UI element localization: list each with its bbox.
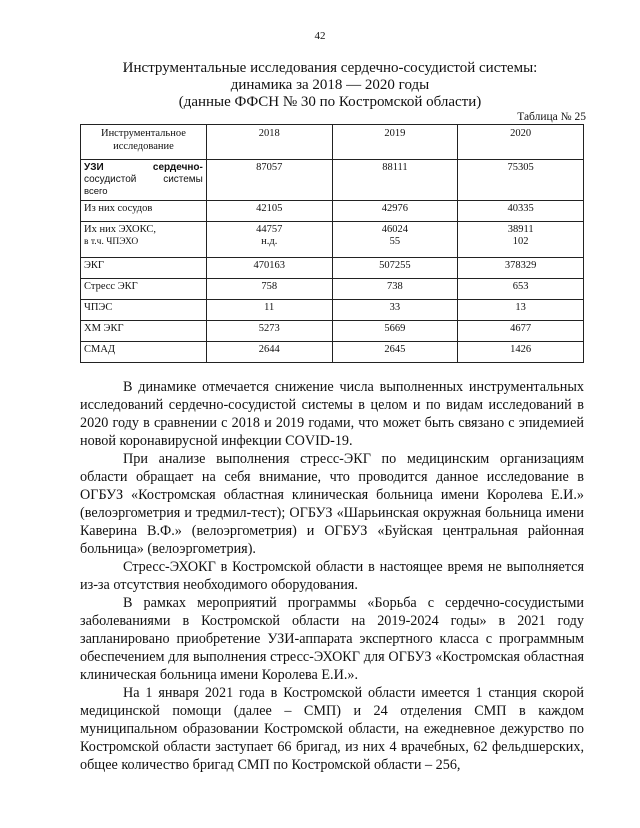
table-row: [81, 321, 584, 342]
table-cell: 11: [206, 300, 332, 321]
table-cell: 4677: [458, 321, 584, 342]
table-row: [81, 258, 584, 279]
body-text: [80, 378, 584, 774]
table-cell: 5273: [206, 321, 332, 342]
table-cell: 5669: [332, 321, 458, 342]
table-cell: 507255: [332, 258, 458, 279]
row-label: [81, 160, 207, 201]
table-cell: 653: [458, 279, 584, 300]
table-cell: [332, 160, 458, 201]
table-row: [81, 201, 584, 222]
header-cell-2019: 2019: [332, 125, 458, 160]
table-cell: 42976: [332, 201, 458, 222]
header-cell-2018: 2018: [206, 125, 332, 160]
row-label-line: сосудистой системы: [84, 174, 203, 185]
title-line-3: (данные ФФСН № 30 по Костромской области): [178, 94, 482, 110]
header-cell-2020: 2020: [458, 125, 584, 160]
table-cell: [458, 160, 584, 201]
row-label-line: УЗИ сердечно-: [84, 162, 203, 173]
paragraph: При анализе выполнения стресс-ЭКГ по медицинским организациям области обращает на себя внимание, что проводится данное исследование в ОГБУЗ «Костромская областная клиническая больница имени Королева Е.И.» (велоэргометрия и тредмил-тест); ОГБУЗ «Шарьинская окружная больница имени Каверина В.Ф.» (велоэргометрия) и ОГБУЗ «Буйская центральная районная больница» (велоэргометрия).: [80, 451, 584, 557]
row-label: Стресс ЭКГ: [81, 279, 207, 300]
row-label: ЧПЭС: [81, 300, 207, 321]
table-title: [80, 60, 580, 111]
table-cell: [458, 222, 584, 258]
cardio-research-table: [80, 124, 584, 363]
table-cell: 470163: [206, 258, 332, 279]
row-label-line: всего: [84, 186, 108, 197]
page-number: 42: [314, 30, 326, 42]
table-cell: [332, 222, 458, 258]
paragraph: В динамике отмечается снижение числа выполненных инструментальных исследований сердечно-сосудистой системы в целом и по видам исследований в 2020 году в сравнении с 2018 и 2019 годами, что может быть связано с эпидемией новой коронавирусной инфекции COVID-19.: [80, 379, 584, 449]
cell-value: 87057: [256, 162, 283, 173]
table-row: [81, 342, 584, 363]
row-label: [81, 222, 207, 258]
title-line-2: динамика за 2018 — 2020 годы: [230, 77, 430, 93]
cell-value: н.д.: [261, 236, 278, 247]
table-row: [81, 300, 584, 321]
cell-value: 75305: [507, 162, 534, 173]
table-row: [81, 279, 584, 300]
cell-value: 102: [512, 236, 529, 247]
table-cell: [206, 222, 332, 258]
table-cell: 738: [332, 279, 458, 300]
header-cell-research: Инструментальное исследование: [81, 125, 207, 160]
paragraph: Стресс-ЭХОКГ в Костромской области в настоящее время не выполняется из-за отсутствия необходимого оборудования.: [80, 559, 584, 593]
cell-value: 44757: [256, 224, 283, 235]
paragraph: В рамках мероприятий программы «Борьба с сердечно-сосудистыми заболеваниями в Костромской области на 2019-2024 годы» в 2021 году запланировано приобретение УЗИ-аппарата экспертного класса с программным обеспечением для выполнения стресс-ЭХОКГ для ОГБУЗ «Костромская областная клиническая больница имени Королева Е.И.».: [80, 595, 584, 683]
row-label-line: в т.ч. ЧПЭХО: [84, 237, 139, 247]
paragraph: На 1 января 2021 года в Костромской области имеется 1 станция скорой медицинской помощи (далее – СМП) и 24 отделения СМП в каждом муниципальном образовании Костромской области, на ежедневное дежурство по Костромской области заступает 66 бригад, из них 4 врачебных, 62 фельдшерских, общее количество бригад СМП по Костромской области – 256,: [80, 685, 584, 773]
row-label-line: Их них ЭХОКС,: [84, 224, 156, 235]
row-label: ХМ ЭКГ: [81, 321, 207, 342]
table-row: [81, 222, 584, 258]
table-cell: [206, 160, 332, 201]
row-label: Из них сосудов: [81, 201, 207, 222]
table-cell: 1426: [458, 342, 584, 363]
table-cell: 33: [332, 300, 458, 321]
table-cell: 758: [206, 279, 332, 300]
cell-value: 46024: [381, 224, 409, 235]
table-header-row: [81, 125, 584, 160]
table-cell: 13: [458, 300, 584, 321]
cell-value: 88111: [382, 162, 408, 173]
table-cell: 2644: [206, 342, 332, 363]
title-line-1: Инструментальные исследования сердечно-сосудистой системы:: [122, 60, 538, 76]
row-label: ЭКГ: [81, 258, 207, 279]
table-number-label: Таблица № 25: [517, 111, 586, 123]
table-cell: 2645: [332, 342, 458, 363]
row-label: СМАД: [81, 342, 207, 363]
cell-value: 38911: [507, 224, 534, 235]
table-cell: 40335: [458, 201, 584, 222]
table-cell: 378329: [458, 258, 584, 279]
cell-value: 55: [389, 236, 401, 247]
table-cell: 42105: [206, 201, 332, 222]
table-row: [81, 160, 584, 201]
